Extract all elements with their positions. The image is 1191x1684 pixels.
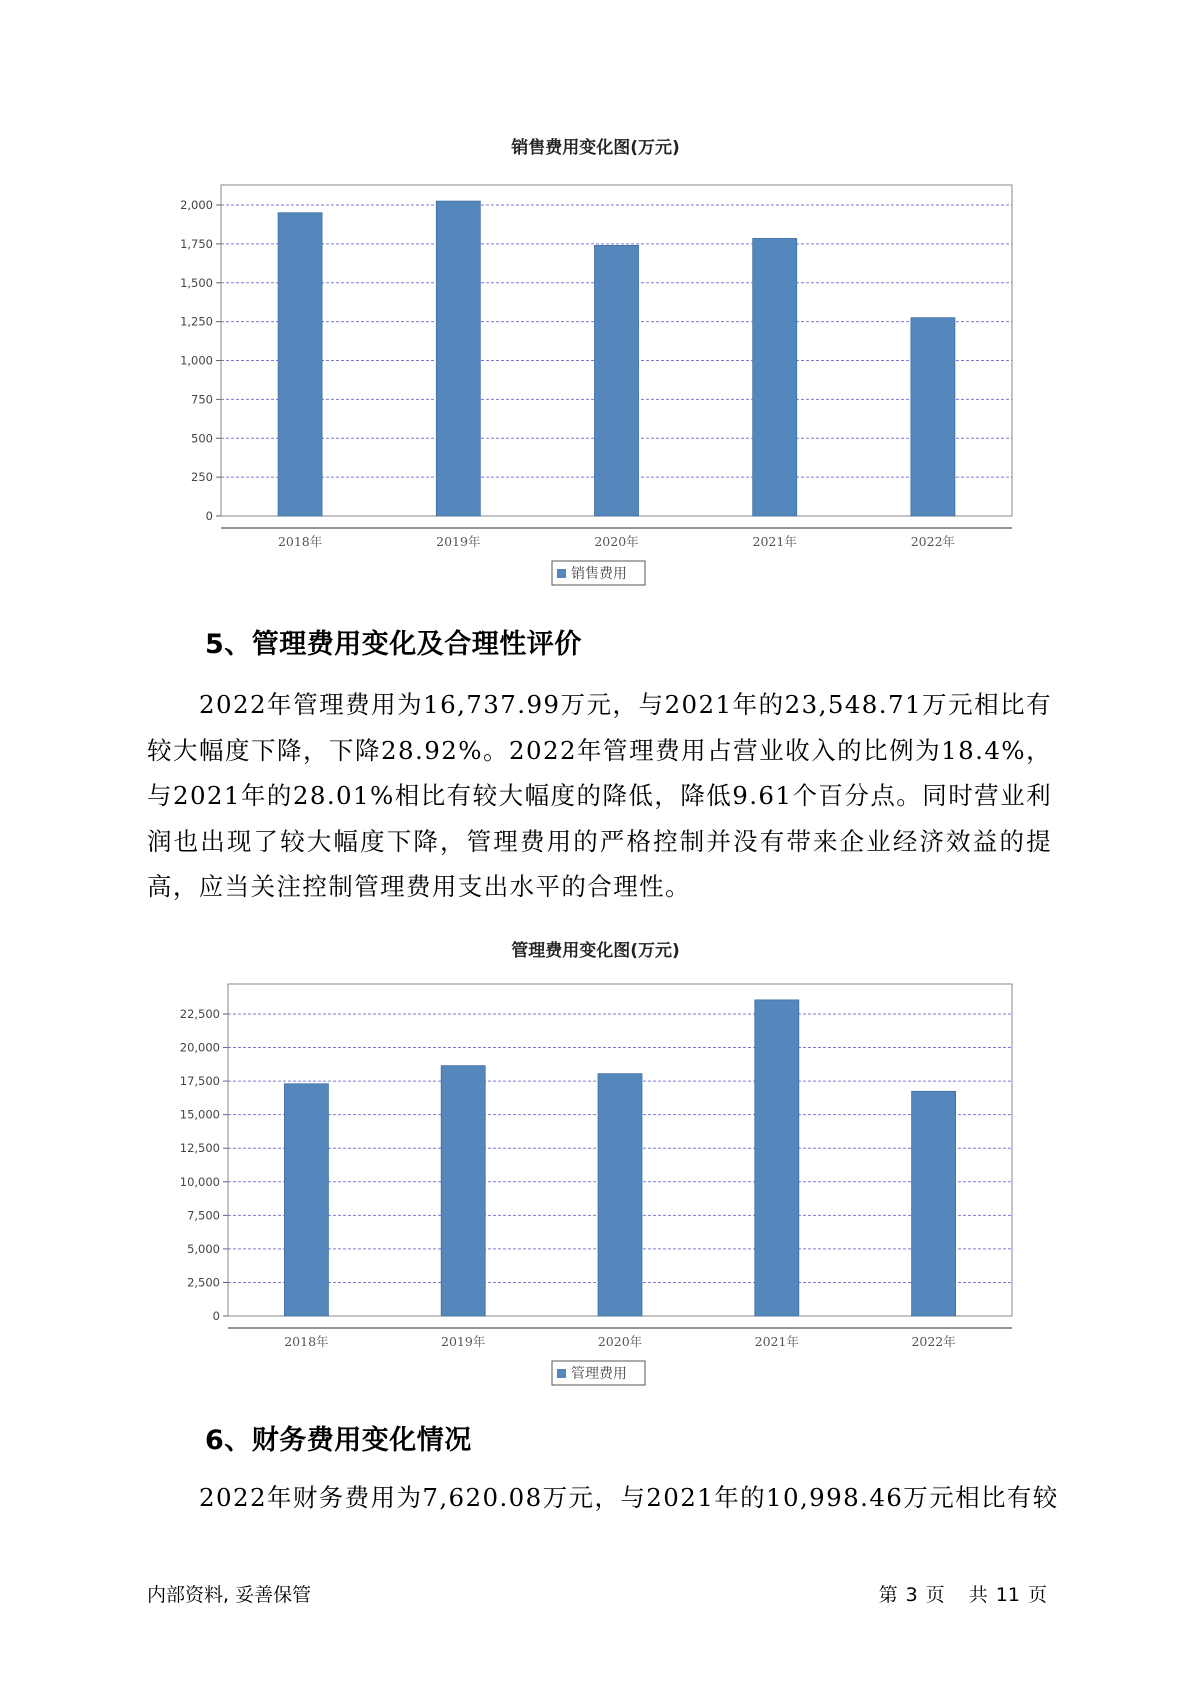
legend-label: 销售费用 xyxy=(571,566,627,582)
x-tick-label: 2020年 xyxy=(597,1334,643,1349)
page-prefix: 第 xyxy=(878,1584,898,1606)
y-tick-label: 20,000 xyxy=(179,1040,220,1055)
page-number: 3 xyxy=(905,1584,918,1606)
section6-paragraph: 2022年财务费用为7,620.08万元，与2021年的10,998.46万元相比有较 xyxy=(199,1483,1059,1512)
x-tick-label: 2019年 xyxy=(436,534,481,549)
y-tick-label: 22,500 xyxy=(179,1007,220,1021)
legend xyxy=(552,1361,645,1385)
y-tick-label: 15,000 xyxy=(179,1107,220,1122)
x-tick-label: 2021年 xyxy=(752,534,797,549)
bar xyxy=(912,1091,956,1316)
x-tick-label: 2022年 xyxy=(910,534,956,549)
y-tick-label: 10,000 xyxy=(179,1174,220,1189)
y-tick-label: 0 xyxy=(212,1309,220,1323)
y-tick-label: 1,000 xyxy=(180,353,213,368)
total-prefix: 共 xyxy=(968,1584,988,1606)
legend-label: 管理费用 xyxy=(571,1366,627,1382)
y-tick-label: 7,500 xyxy=(187,1208,220,1223)
x-tick-label: 2019年 xyxy=(441,1334,486,1349)
y-tick-label: 1,250 xyxy=(180,314,213,329)
y-tick-label: 750 xyxy=(191,392,213,407)
section5-paragraph: 2022年管理费用为16,737.99万元，与2021年的23,548.71万元相比有较大幅度下降，下降28.92%。2022年管理费用占营业收入的比例为18.4%，与2021年的28.01%相比有较大幅度的降低，降低9.61个百分点。同时营业利润也出现了较大幅度下降，管理费用的严格控制并没有带来企业经济效益的提高，应当关注控制管理费用支出水平的合理性。 xyxy=(147,690,1052,901)
y-tick-label: 1,500 xyxy=(180,275,213,290)
bar xyxy=(441,1066,485,1316)
page-suffix: 页 xyxy=(925,1584,945,1606)
chart1-title: 销售费用变化图(万元) xyxy=(511,138,680,158)
x-tick-label: 2021年 xyxy=(754,1334,799,1349)
y-tick-label: 12,500 xyxy=(179,1141,220,1156)
chart2-title: 管理费用变化图(万元) xyxy=(511,941,680,961)
y-tick-label: 2,000 xyxy=(180,198,213,212)
section6-heading: 6、财务费用变化情况 xyxy=(205,1425,472,1456)
x-tick-label: 2018年 xyxy=(277,534,323,549)
y-tick-label: 250 xyxy=(191,470,213,485)
bar xyxy=(598,1074,642,1316)
footer-page-info xyxy=(875,1580,1051,1607)
x-tick-label: 2018年 xyxy=(284,1334,329,1349)
y-tick-label: 1,750 xyxy=(180,236,213,251)
footer-confidential-note: 内部资料, 妥善保管 xyxy=(147,1584,312,1606)
bar xyxy=(755,1000,799,1316)
total-pages: 11 xyxy=(995,1584,1020,1606)
y-tick-label: 0 xyxy=(205,509,213,523)
y-tick-label: 500 xyxy=(191,431,213,446)
legend-swatch xyxy=(557,1369,566,1378)
x-tick-label: 2022年 xyxy=(911,1334,956,1349)
section5-heading: 5、管理费用变化及合理性评价 xyxy=(205,629,582,660)
y-tick-label: 5,000 xyxy=(187,1241,220,1256)
y-tick-label: 17,500 xyxy=(179,1074,220,1089)
total-suffix: 页 xyxy=(1027,1584,1047,1606)
bar xyxy=(284,1084,328,1316)
x-tick-label: 2020年 xyxy=(594,534,639,549)
y-tick-label: 2,500 xyxy=(187,1275,220,1290)
